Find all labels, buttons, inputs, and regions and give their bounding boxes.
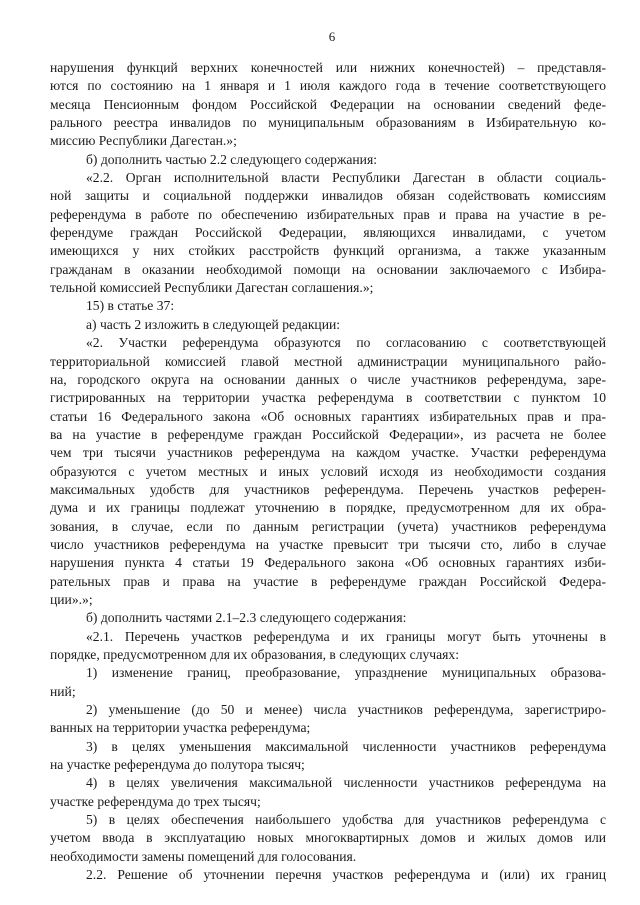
text-line: участке референдума до трех тысяч; bbox=[50, 793, 261, 809]
text-line: ной защиты и социальной поддержки инвалидов обязан содействовать комиссиям bbox=[50, 188, 606, 204]
text-line: на, городского округа на основании данных о числе участников референдума, заре- bbox=[50, 371, 606, 387]
text-line: тельной комиссией Республики Дагестан соглашения.»; bbox=[50, 280, 374, 296]
text-line: 4) в целях увеличения максимальной численности участников референдума на bbox=[86, 775, 606, 791]
text-line: а) часть 2 изложить в следующей редакции: bbox=[86, 316, 341, 332]
text-line: гражданам в оказании необходимой помощи на основании заключаемого с Избира- bbox=[50, 261, 606, 277]
text-line: «2. Участки референдума образуются по согласованию с соответствующей bbox=[86, 335, 606, 351]
text-line: «2.1. Перечень участков референдума и их границы могут быть уточнены в bbox=[86, 628, 606, 644]
text-line: ний; bbox=[50, 683, 76, 699]
text-line: «2.2. Орган исполнительной власти Республики Дагестан в области социаль- bbox=[86, 170, 606, 186]
text-line: число участников референдума на участке превысит три тысячи сто, либо в случае bbox=[50, 536, 606, 552]
text-line: нарушения функций верхних конечностей или нижних конечностей) – представля- bbox=[50, 60, 606, 75]
text-line: б) дополнить частями 2.1–2.3 следующего содержания: bbox=[86, 610, 407, 626]
text-line: ва на участие в референдуме граждан Российской Федерации», из расчета не более bbox=[50, 426, 606, 442]
text-line: дума и их границы подлежат уточнению в порядке, предусмотренном для их обра- bbox=[50, 500, 606, 516]
text-line: максимальных удобств для участников референдума. Перечень участков референ- bbox=[50, 481, 606, 497]
text-line: порядке, предусмотренном для их образования, в следующих случаях: bbox=[50, 647, 459, 662]
text-line: ванных на территории участка референдума; bbox=[50, 720, 311, 736]
page-number: 6 bbox=[328, 29, 336, 44]
text-line: 5) в целях обеспечения наибольшего удобства для участников референдума с bbox=[86, 812, 606, 828]
text-line: нарушения пункта 4 статьи 19 Федерального закона «Об основных гарантиях изби- bbox=[50, 555, 606, 571]
text-line: 2) уменьшение (до 50 и менее) числа участников референдума, зарегистриро- bbox=[86, 702, 606, 718]
text-line: ции».»; bbox=[50, 591, 93, 607]
text-line: 3) в целях уменьшения максимальной численности участников референдума bbox=[86, 738, 606, 754]
text-line: на участке референдума до полутора тысяч; bbox=[50, 757, 305, 773]
text-line: гистрированных на территории участка референдума в соответствии с пунктом 10 bbox=[50, 390, 606, 406]
text-line: образуются с учетом местных и иных условий исходя из необходимости создания bbox=[50, 463, 606, 479]
text-line: имеющихся у них стойких расстройств функций организма, а также указанным bbox=[50, 243, 606, 259]
text-line: чем три тысячи участников референдума на каждом участке. Участки референдума bbox=[50, 445, 606, 461]
text-line: необходимости замены помещений для голосования. bbox=[50, 848, 357, 864]
text-line: статьи 16 Федерального закона «Об основных гарантиях избирательных прав и пра- bbox=[50, 408, 606, 424]
body-text bbox=[50, 59, 606, 884]
text-line: зования, в случае, если по данным регистрации (учета) участников референдума bbox=[50, 518, 606, 534]
text-line: рательных прав и права на участие в референдуме граждан Российской Федера- bbox=[50, 573, 606, 589]
text-line: рального реестра инвалидов по муниципальным образованиям в Избирательную ко- bbox=[50, 115, 606, 131]
text-line: б) дополнить частью 2.2 следующего содержания: bbox=[86, 151, 377, 167]
text-line: 15) в статье 37: bbox=[86, 298, 175, 314]
text-line: 1) изменение границ, преобразование, упразднение муниципальных образова- bbox=[86, 665, 606, 681]
text-line: территориальной комиссией главой местной администрации муниципального райо- bbox=[50, 353, 606, 369]
text-line: ферендуме граждан Российской Федерации, являющихся инвалидами, с учетом bbox=[50, 225, 606, 241]
text-line: референдума в работе по обеспечению избирательных прав и права на участие в ре- bbox=[50, 206, 606, 222]
text-line: 2.2. Решение об уточнении перечня участков референдума и (или) их границ bbox=[86, 867, 606, 883]
text-line: месяца Пенсионным фондом Российской Федерации на основании сведений феде- bbox=[50, 96, 606, 112]
text-line: ются по состоянию на 1 января и 1 июля каждого года в течение соответствующего bbox=[50, 78, 606, 94]
text-line: миссию Республики Дагестан.»; bbox=[50, 133, 237, 149]
text-line: учетом ввода в эксплуатацию новых многоквартирных домов и жилых домов или bbox=[50, 830, 606, 846]
